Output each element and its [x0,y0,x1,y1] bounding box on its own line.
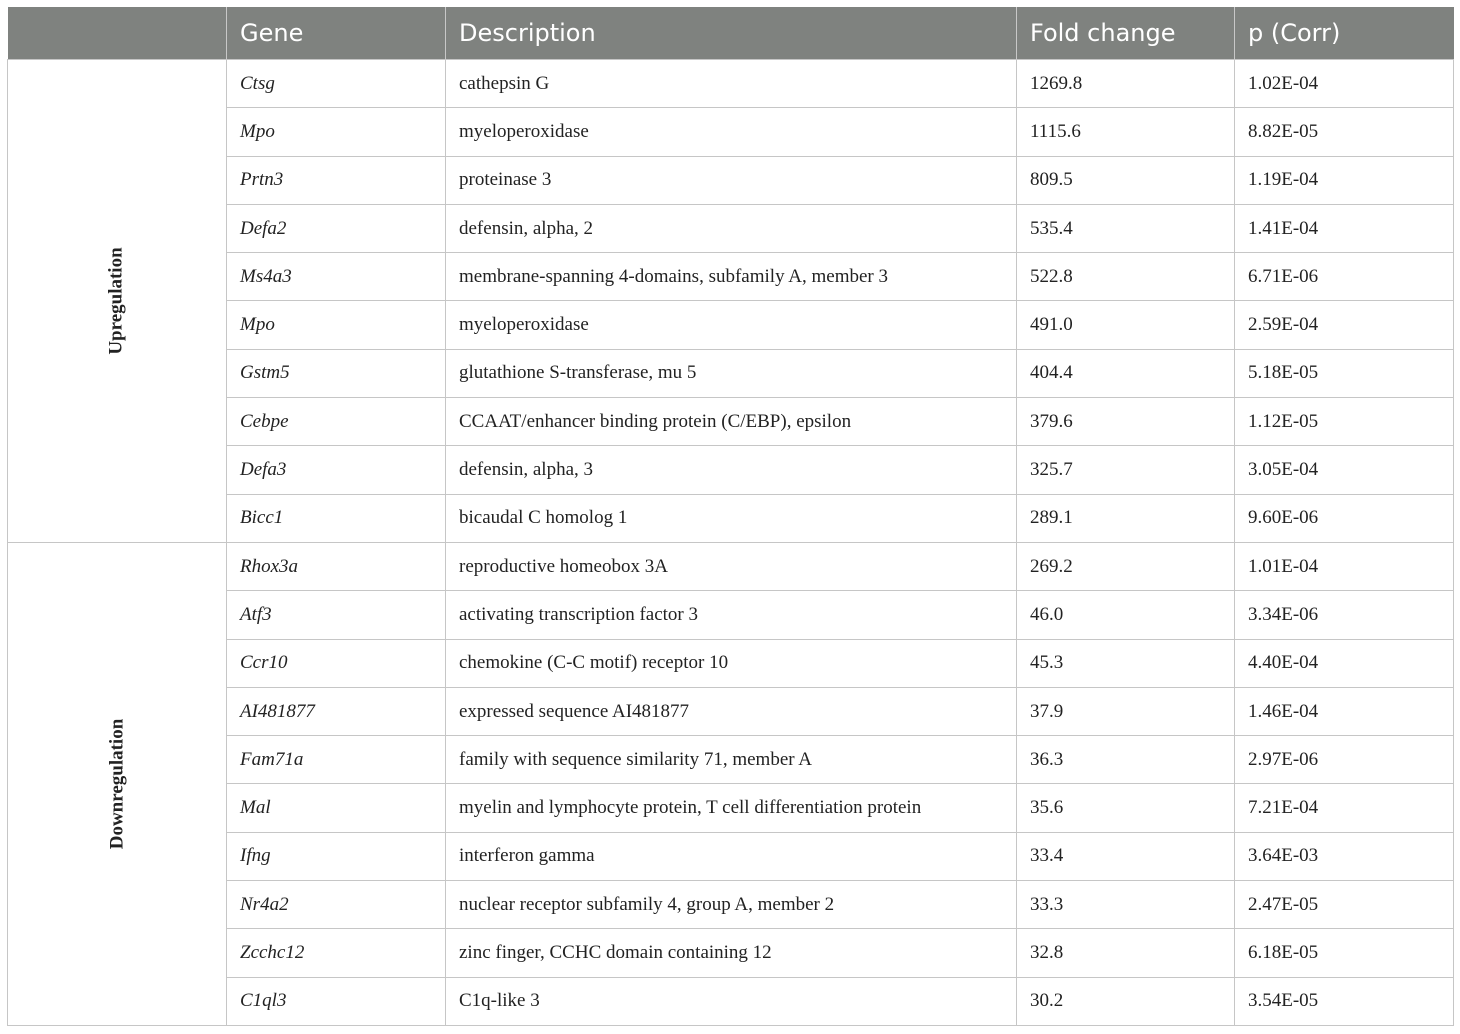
description-cell: family with sequence similarity 71, member A [446,736,1017,784]
description-cell: proteinase 3 [446,156,1017,204]
fold-change-cell: 36.3 [1017,736,1235,784]
description-cell: interferon gamma [446,832,1017,880]
fold-change-cell: 1115.6 [1017,108,1235,156]
description-cell: chemokine (C-C motif) receptor 10 [446,639,1017,687]
fold-change-cell: 1269.8 [1017,60,1235,108]
fold-change-cell: 535.4 [1017,204,1235,252]
gene-expression-table [7,7,1454,1026]
gene-table-container [7,7,1453,1026]
p-corr-cell: 2.47E-05 [1235,881,1454,929]
p-corr-cell: 1.41E-04 [1235,204,1454,252]
p-corr-cell: 4.40E-04 [1235,639,1454,687]
gene-cell: AI481877 [227,687,446,735]
table-row [8,542,1454,590]
gene-cell: Mpo [227,108,446,156]
description-cell: nuclear receptor subfamily 4, group A, member 2 [446,881,1017,929]
gene-cell: Mpo [227,301,446,349]
p-corr-cell: 2.59E-04 [1235,301,1454,349]
p-corr-cell: 3.64E-03 [1235,832,1454,880]
description-cell: membrane-spanning 4-domains, subfamily A, member 3 [446,253,1017,301]
header-gene: Gene [227,7,446,60]
gene-cell: Ccr10 [227,639,446,687]
group-cell [8,542,227,1025]
fold-change-cell: 491.0 [1017,301,1235,349]
fold-change-cell: 379.6 [1017,398,1235,446]
gene-cell: Prtn3 [227,156,446,204]
table-header [8,7,1454,60]
gene-cell: C1ql3 [227,977,446,1025]
description-cell: defensin, alpha, 2 [446,204,1017,252]
p-corr-cell: 1.02E-04 [1235,60,1454,108]
p-corr-cell: 3.54E-05 [1235,977,1454,1025]
header-group [8,7,227,60]
gene-cell: Bicc1 [227,494,446,542]
p-corr-cell: 1.19E-04 [1235,156,1454,204]
p-corr-cell: 2.97E-06 [1235,736,1454,784]
gene-cell: Ifng [227,832,446,880]
gene-cell: Gstm5 [227,349,446,397]
gene-cell: Nr4a2 [227,881,446,929]
description-cell: cathepsin G [446,60,1017,108]
fold-change-cell: 269.2 [1017,542,1235,590]
p-corr-cell: 8.82E-05 [1235,108,1454,156]
description-cell: bicaudal C homolog 1 [446,494,1017,542]
fold-change-cell: 45.3 [1017,639,1235,687]
p-corr-cell: 3.05E-04 [1235,446,1454,494]
gene-cell: Ms4a3 [227,253,446,301]
fold-change-cell: 37.9 [1017,687,1235,735]
group-label: Upregulation [106,247,127,355]
p-corr-cell: 6.18E-05 [1235,929,1454,977]
header-p-corr: p (Corr) [1235,7,1454,60]
fold-change-cell: 325.7 [1017,446,1235,494]
group-cell [8,60,227,543]
header-row [8,7,1454,60]
description-cell: activating transcription factor 3 [446,591,1017,639]
description-cell: myeloperoxidase [446,108,1017,156]
description-cell: CCAAT/enhancer binding protein (C/EBP), epsilon [446,398,1017,446]
gene-cell: Mal [227,784,446,832]
p-corr-cell: 1.12E-05 [1235,398,1454,446]
p-corr-cell: 5.18E-05 [1235,349,1454,397]
gene-cell: Fam71a [227,736,446,784]
fold-change-cell: 30.2 [1017,977,1235,1025]
description-cell: myelin and lymphocyte protein, T cell differentiation protein [446,784,1017,832]
p-corr-cell: 9.60E-06 [1235,494,1454,542]
fold-change-cell: 522.8 [1017,253,1235,301]
p-corr-cell: 1.46E-04 [1235,687,1454,735]
gene-cell: Atf3 [227,591,446,639]
p-corr-cell: 7.21E-04 [1235,784,1454,832]
p-corr-cell: 6.71E-06 [1235,253,1454,301]
description-cell: zinc finger, CCHC domain containing 12 [446,929,1017,977]
p-corr-cell: 1.01E-04 [1235,542,1454,590]
gene-cell: Defa2 [227,204,446,252]
fold-change-cell: 289.1 [1017,494,1235,542]
fold-change-cell: 35.6 [1017,784,1235,832]
description-cell: glutathione S-transferase, mu 5 [446,349,1017,397]
fold-change-cell: 809.5 [1017,156,1235,204]
fold-change-cell: 33.3 [1017,881,1235,929]
header-description: Description [446,7,1017,60]
description-cell: myeloperoxidase [446,301,1017,349]
description-cell: defensin, alpha, 3 [446,446,1017,494]
gene-cell: Ctsg [227,60,446,108]
header-fold-change: Fold change [1017,7,1235,60]
gene-cell: Rhox3a [227,542,446,590]
table-body [8,60,1454,1026]
description-cell: reproductive homeobox 3A [446,542,1017,590]
gene-cell: Zcchc12 [227,929,446,977]
gene-cell: Cebpe [227,398,446,446]
fold-change-cell: 32.8 [1017,929,1235,977]
fold-change-cell: 33.4 [1017,832,1235,880]
fold-change-cell: 404.4 [1017,349,1235,397]
fold-change-cell: 46.0 [1017,591,1235,639]
gene-cell: Defa3 [227,446,446,494]
group-label: Downregulation [106,718,127,850]
p-corr-cell: 3.34E-06 [1235,591,1454,639]
description-cell: C1q-like 3 [446,977,1017,1025]
description-cell: expressed sequence AI481877 [446,687,1017,735]
table-row [8,60,1454,108]
